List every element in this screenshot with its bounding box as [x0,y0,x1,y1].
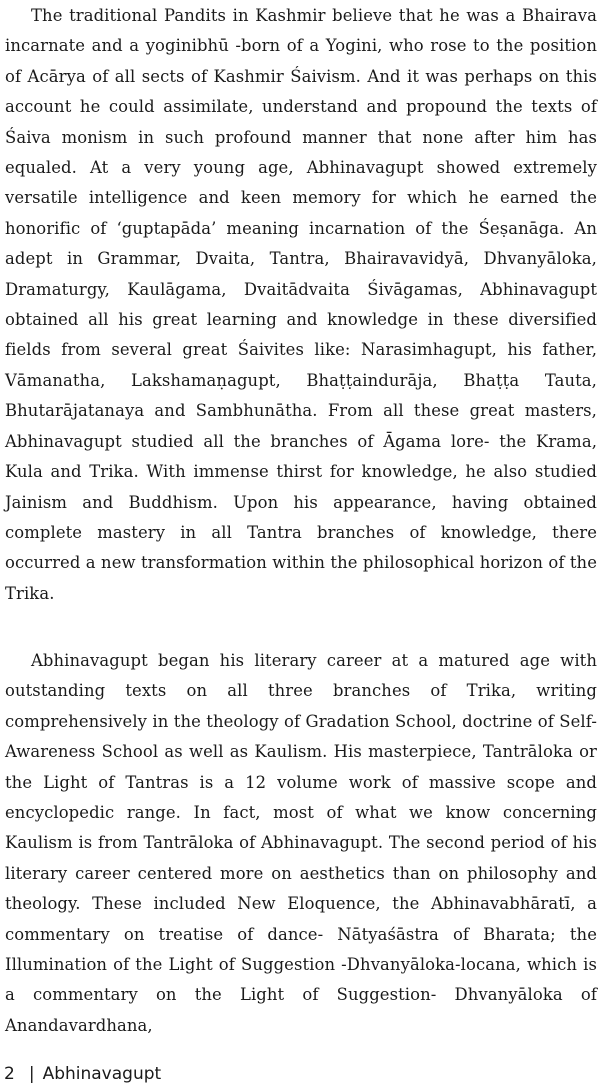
paragraph-1: The traditional Pandits in Kashmir believe that he was a Bhairava incarnate and a yoginibhū -born of a Yogini, who rose to the position of Acārya of all sects of Kashmir Śaivism. And it was perhaps on this account he could assimilate, understand and propound the texts of Śaiva monism in such profound manner that none after him has equaled. At a very young age, Abhinavagupt showed extremely versatile intelligence and keen memory for which he earned the honorific of ‘guptapāda’ meaning incarnation of the Śeṣanāga. An adept in Grammar, Dvaita, Tantra, Bhairavavidyā, Dhvanyāloka, Dramaturgy, Kaulāgama, Dvaitādvaita Śivāgamas, Abhinavagupt obtained all his great learning and knowledge in these diversified fields from several great Śaivites like: Narasimhagupt, his father, Vāmanatha, Lakshamaṇagupt, Bhaṭṭaindurāja, Bhaṭṭa Tauta, Bhutarājatanaya and Sambhunātha. From all these great masters, Abhinavagupt studied all the branches of Āgama lore- the Krama, Kula and Trika. With immense thirst for knowledge, he also studied Jainism and Buddhism. Upon his appearance, having obtained complete mastery in all Tantra branches of knowledge, there occurred a new transformation within the philosophical horizon of the Trika. [5,6,597,603]
footer-separator: | [28,1064,35,1084]
paragraph-2: Abhinavagupt began his literary career at a matured age with outstanding texts on all three branches of Trika, writing comprehensively in the theology of Gradation School, doctrine of Self-Awareness School as well as Kaulism. His masterpiece, Tantrāloka or the Light of Tantras is a 12 volume work of massive scope and encyclopedic range. In fact, most of what we know concerning Kaulism is from Tantrāloka of Abhinavagupt. The second period of his literary career centered more on aesthetics than on philosophy and theology. These included New Eloquence, the Abhinavabhāratī, a commentary on treatise of dance- Nātyaśāstra of Bharata; the Illumination of the Light of Suggestion -Dhvanyāloka-locana, which is a commentary on the Light of Suggestion- Dhvanyāloka of Anandavardhana, [5,651,597,1035]
page-footer [4,1063,161,1085]
page-number: 2 [4,1064,15,1084]
running-title: Abhinavagupt [42,1064,162,1084]
